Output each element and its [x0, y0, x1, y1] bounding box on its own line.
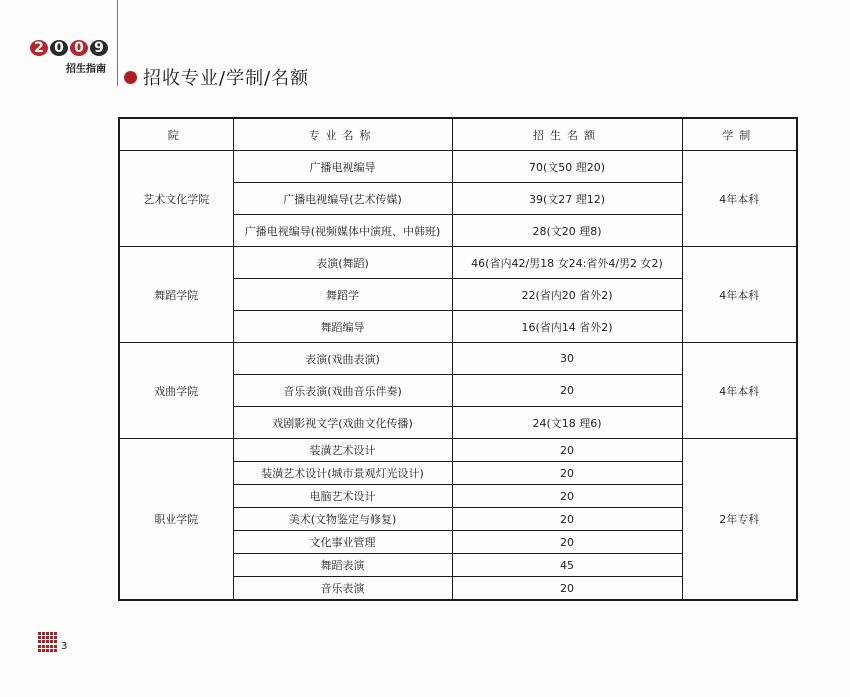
header-divider: [117, 0, 118, 86]
major-cell: 装潢艺术设计: [233, 439, 452, 462]
header-college: 院: [119, 118, 233, 151]
major-cell: 电脑艺术设计: [233, 485, 452, 508]
quota-cell: 24(文18 理6): [452, 407, 682, 439]
quota-cell: 20: [452, 577, 682, 601]
header-major: 专业名称: [233, 118, 452, 151]
page-footer: [38, 632, 67, 652]
quota-cell: 20: [452, 508, 682, 531]
major-cell: 广播电视编导: [233, 151, 452, 183]
logo-year-digit: 0: [70, 40, 88, 56]
logo-year-digit: 0: [50, 40, 68, 56]
logo-year: [30, 40, 108, 56]
major-cell: 表演(戏曲表演): [233, 343, 452, 375]
major-cell: 文化事业管理: [233, 531, 452, 554]
page-title: 招收专业/学制/名额: [143, 68, 310, 89]
table-header-row: [119, 118, 797, 151]
quota-cell: 20: [452, 375, 682, 407]
quota-cell: 39(文27 理12): [452, 183, 682, 215]
duration-cell: 4年本科: [682, 247, 797, 343]
quota-cell: 16(省内14 省外2): [452, 311, 682, 343]
table-row: [119, 247, 797, 279]
dot-grid-icon: [38, 632, 58, 652]
enrollment-table: [118, 117, 798, 601]
brochure-logo: [30, 40, 116, 86]
college-cell: 舞蹈学院: [119, 247, 233, 343]
section-title: [124, 64, 309, 90]
logo-subtitle: 招生指南: [66, 64, 106, 75]
college-cell: 职业学院: [119, 439, 233, 601]
quota-cell: 20: [452, 531, 682, 554]
college-cell: 戏曲学院: [119, 343, 233, 439]
header-duration: 学制: [682, 118, 797, 151]
major-cell: 舞蹈学: [233, 279, 452, 311]
quota-cell: 46(省内42/男18 女24:省外4/男2 女2): [452, 247, 682, 279]
major-cell: 音乐表演: [233, 577, 452, 601]
duration-cell: 4年本科: [682, 151, 797, 247]
quota-cell: 20: [452, 439, 682, 462]
major-cell: 装潢艺术设计(城市景观灯光设计): [233, 462, 452, 485]
major-cell: 美术(文物鉴定与修复): [233, 508, 452, 531]
bullet-icon: [124, 71, 137, 84]
table-row: [119, 151, 797, 183]
logo-year-digit: 2: [30, 40, 48, 56]
quota-cell: 20: [452, 485, 682, 508]
major-cell: 广播电视编导(视频媒体中演班、中韩班): [233, 215, 452, 247]
logo-year-digit: 9: [90, 40, 108, 56]
header-quota: 招生名额: [452, 118, 682, 151]
duration-cell: 4年本科: [682, 343, 797, 439]
college-cell: 艺术文化学院: [119, 151, 233, 247]
quota-cell: 30: [452, 343, 682, 375]
quota-cell: 20: [452, 462, 682, 485]
major-cell: 广播电视编导(艺术传媒): [233, 183, 452, 215]
major-cell: 音乐表演(戏曲音乐伴奏): [233, 375, 452, 407]
table-row: [119, 439, 797, 462]
major-cell: 舞蹈表演: [233, 554, 452, 577]
quota-cell: 28(文20 理8): [452, 215, 682, 247]
duration-cell: 2年专科: [682, 439, 797, 601]
major-cell: 表演(舞蹈): [233, 247, 452, 279]
quota-cell: 22(省内20 省外2): [452, 279, 682, 311]
major-cell: 戏剧影视文学(戏曲文化传播): [233, 407, 452, 439]
page-number: 3: [61, 641, 68, 652]
quota-cell: 70(文50 理20): [452, 151, 682, 183]
quota-cell: 45: [452, 554, 682, 577]
table-row: [119, 343, 797, 375]
major-cell: 舞蹈编导: [233, 311, 452, 343]
